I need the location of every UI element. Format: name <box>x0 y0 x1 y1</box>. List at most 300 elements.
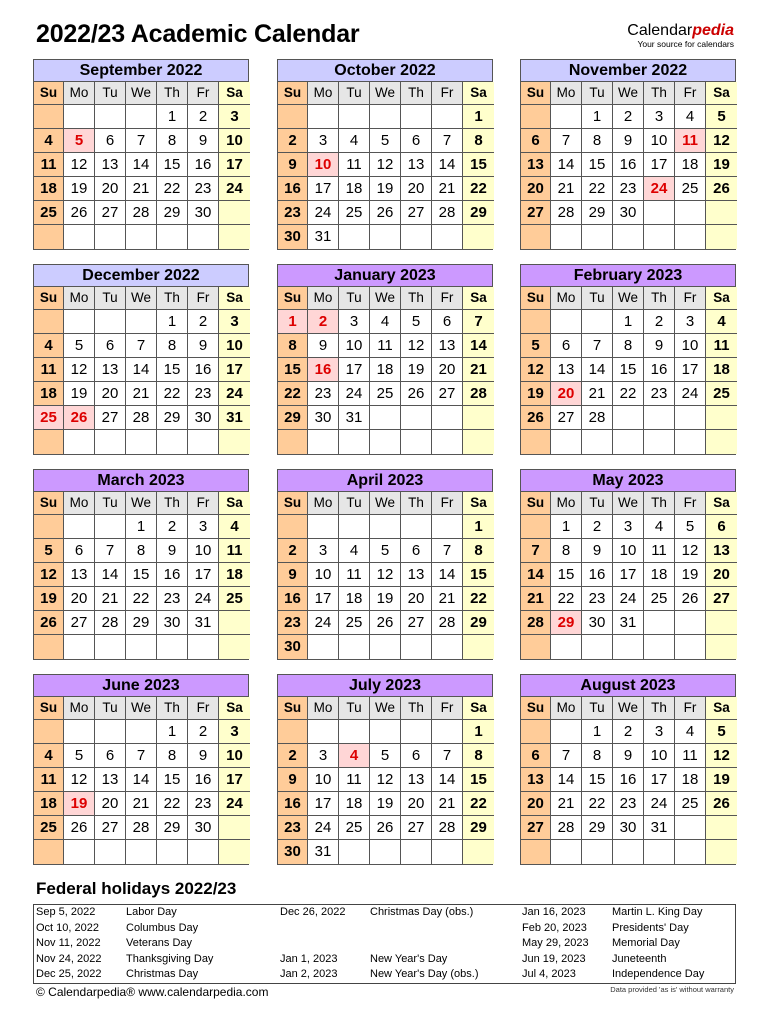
day-cell[interactable]: 1 <box>613 310 644 334</box>
day-cell[interactable]: 6 <box>95 129 126 153</box>
day-cell[interactable]: 31 <box>308 840 339 864</box>
day-cell[interactable]: 2 <box>278 744 308 768</box>
day-cell[interactable]: 21 <box>463 358 494 382</box>
day-cell[interactable]: 30 <box>188 201 219 225</box>
day-cell[interactable]: 11 <box>706 334 737 358</box>
day-cell[interactable]: 4 <box>34 334 64 358</box>
day-cell[interactable]: 9 <box>308 334 339 358</box>
day-cell[interactable]: 16 <box>188 768 219 792</box>
holiday-day-cell[interactable]: 11 <box>675 129 706 153</box>
day-cell[interactable]: 11 <box>644 539 675 563</box>
day-cell[interactable]: 23 <box>278 816 308 840</box>
day-cell[interactable]: 19 <box>370 177 401 201</box>
day-cell[interactable]: 12 <box>370 563 401 587</box>
day-cell[interactable]: 9 <box>157 539 188 563</box>
day-cell[interactable]: 27 <box>521 201 551 225</box>
day-cell[interactable]: 27 <box>706 587 737 611</box>
day-cell[interactable]: 10 <box>308 768 339 792</box>
day-cell[interactable]: 8 <box>463 539 494 563</box>
day-cell[interactable]: 15 <box>551 563 582 587</box>
brand-logo[interactable] <box>627 23 734 49</box>
day-cell[interactable]: 20 <box>401 177 432 201</box>
day-cell[interactable]: 8 <box>157 129 188 153</box>
day-cell[interactable]: 11 <box>34 768 64 792</box>
day-cell[interactable]: 31 <box>188 611 219 635</box>
day-cell[interactable]: 28 <box>95 611 126 635</box>
day-cell[interactable]: 22 <box>463 792 494 816</box>
day-cell[interactable]: 14 <box>582 358 613 382</box>
day-cell[interactable]: 29 <box>463 611 494 635</box>
day-cell[interactable]: 22 <box>582 177 613 201</box>
day-cell[interactable]: 8 <box>278 334 308 358</box>
day-cell[interactable]: 4 <box>219 515 250 539</box>
day-cell[interactable]: 5 <box>675 515 706 539</box>
day-cell[interactable]: 9 <box>188 334 219 358</box>
day-cell[interactable]: 20 <box>95 177 126 201</box>
day-cell[interactable]: 27 <box>432 382 463 406</box>
day-cell[interactable]: 4 <box>339 539 370 563</box>
day-cell[interactable]: 15 <box>613 358 644 382</box>
day-cell[interactable]: 2 <box>644 310 675 334</box>
day-cell[interactable]: 20 <box>706 563 737 587</box>
day-cell[interactable]: 15 <box>463 768 494 792</box>
day-cell[interactable]: 3 <box>644 105 675 129</box>
day-cell[interactable]: 26 <box>706 792 737 816</box>
day-cell[interactable]: 1 <box>582 720 613 744</box>
day-cell[interactable]: 25 <box>34 816 64 840</box>
day-cell[interactable]: 5 <box>401 310 432 334</box>
day-cell[interactable]: 21 <box>432 792 463 816</box>
day-cell[interactable]: 27 <box>401 816 432 840</box>
day-cell[interactable]: 1 <box>463 105 494 129</box>
day-cell[interactable]: 28 <box>126 406 157 430</box>
day-cell[interactable]: 29 <box>582 201 613 225</box>
holiday-day-cell[interactable]: 1 <box>278 310 308 334</box>
day-cell[interactable]: 2 <box>188 105 219 129</box>
day-cell[interactable]: 21 <box>582 382 613 406</box>
day-cell[interactable]: 16 <box>188 153 219 177</box>
day-cell[interactable]: 15 <box>463 563 494 587</box>
day-cell[interactable]: 20 <box>401 792 432 816</box>
day-cell[interactable]: 14 <box>126 358 157 382</box>
day-cell[interactable]: 6 <box>551 334 582 358</box>
day-cell[interactable]: 18 <box>34 177 64 201</box>
day-cell[interactable]: 21 <box>95 587 126 611</box>
day-cell[interactable]: 13 <box>401 768 432 792</box>
day-cell[interactable]: 8 <box>463 129 494 153</box>
day-cell[interactable]: 14 <box>432 768 463 792</box>
day-cell[interactable]: 23 <box>613 177 644 201</box>
day-cell[interactable]: 27 <box>521 816 551 840</box>
day-cell[interactable]: 2 <box>613 720 644 744</box>
day-cell[interactable]: 25 <box>339 611 370 635</box>
day-cell[interactable]: 18 <box>339 587 370 611</box>
day-cell[interactable]: 30 <box>188 406 219 430</box>
day-cell[interactable]: 5 <box>34 539 64 563</box>
day-cell[interactable]: 26 <box>706 177 737 201</box>
day-cell[interactable]: 7 <box>126 129 157 153</box>
day-cell[interactable]: 8 <box>613 334 644 358</box>
day-cell[interactable]: 7 <box>551 744 582 768</box>
day-cell[interactable]: 19 <box>64 382 95 406</box>
day-cell[interactable]: 6 <box>521 744 551 768</box>
day-cell[interactable]: 14 <box>521 563 551 587</box>
day-cell[interactable]: 17 <box>219 153 250 177</box>
day-cell[interactable]: 17 <box>219 768 250 792</box>
day-cell[interactable]: 10 <box>613 539 644 563</box>
day-cell[interactable]: 18 <box>339 177 370 201</box>
day-cell[interactable]: 14 <box>551 153 582 177</box>
day-cell[interactable]: 13 <box>95 153 126 177</box>
day-cell[interactable]: 18 <box>644 563 675 587</box>
day-cell[interactable]: 5 <box>706 105 737 129</box>
day-cell[interactable]: 1 <box>157 105 188 129</box>
day-cell[interactable]: 20 <box>401 587 432 611</box>
day-cell[interactable]: 2 <box>188 720 219 744</box>
day-cell[interactable]: 23 <box>188 382 219 406</box>
day-cell[interactable]: 7 <box>432 129 463 153</box>
day-cell[interactable]: 26 <box>370 611 401 635</box>
day-cell[interactable]: 13 <box>432 334 463 358</box>
day-cell[interactable]: 5 <box>706 720 737 744</box>
day-cell[interactable]: 31 <box>613 611 644 635</box>
day-cell[interactable]: 3 <box>339 310 370 334</box>
day-cell[interactable]: 26 <box>401 382 432 406</box>
holiday-day-cell[interactable]: 4 <box>339 744 370 768</box>
day-cell[interactable]: 3 <box>188 515 219 539</box>
day-cell[interactable]: 15 <box>157 768 188 792</box>
day-cell[interactable]: 22 <box>463 587 494 611</box>
holiday-day-cell[interactable]: 25 <box>34 406 64 430</box>
day-cell[interactable]: 24 <box>675 382 706 406</box>
day-cell[interactable]: 16 <box>582 563 613 587</box>
day-cell[interactable]: 24 <box>188 587 219 611</box>
day-cell[interactable]: 2 <box>157 515 188 539</box>
day-cell[interactable]: 25 <box>34 201 64 225</box>
day-cell[interactable]: 9 <box>278 768 308 792</box>
day-cell[interactable]: 7 <box>95 539 126 563</box>
day-cell[interactable]: 30 <box>613 816 644 840</box>
day-cell[interactable]: 30 <box>278 635 308 659</box>
day-cell[interactable]: 18 <box>34 382 64 406</box>
day-cell[interactable]: 28 <box>521 611 551 635</box>
day-cell[interactable]: 26 <box>34 611 64 635</box>
day-cell[interactable]: 23 <box>157 587 188 611</box>
day-cell[interactable]: 18 <box>675 153 706 177</box>
day-cell[interactable]: 6 <box>95 334 126 358</box>
day-cell[interactable]: 15 <box>582 153 613 177</box>
day-cell[interactable]: 1 <box>126 515 157 539</box>
day-cell[interactable]: 10 <box>219 129 250 153</box>
day-cell[interactable]: 16 <box>278 587 308 611</box>
day-cell[interactable]: 21 <box>521 587 551 611</box>
day-cell[interactable]: 28 <box>582 406 613 430</box>
day-cell[interactable]: 7 <box>126 334 157 358</box>
day-cell[interactable]: 15 <box>157 153 188 177</box>
day-cell[interactable]: 13 <box>95 768 126 792</box>
day-cell[interactable]: 11 <box>339 563 370 587</box>
day-cell[interactable]: 30 <box>613 201 644 225</box>
day-cell[interactable]: 6 <box>401 744 432 768</box>
day-cell[interactable]: 7 <box>582 334 613 358</box>
day-cell[interactable]: 13 <box>521 768 551 792</box>
day-cell[interactable]: 17 <box>339 358 370 382</box>
day-cell[interactable]: 21 <box>126 177 157 201</box>
day-cell[interactable]: 5 <box>64 744 95 768</box>
day-cell[interactable]: 2 <box>278 129 308 153</box>
day-cell[interactable]: 14 <box>95 563 126 587</box>
day-cell[interactable]: 23 <box>278 201 308 225</box>
day-cell[interactable]: 9 <box>644 334 675 358</box>
day-cell[interactable]: 20 <box>521 792 551 816</box>
day-cell[interactable]: 29 <box>463 201 494 225</box>
day-cell[interactable]: 12 <box>64 358 95 382</box>
day-cell[interactable]: 26 <box>521 406 551 430</box>
day-cell[interactable]: 9 <box>278 153 308 177</box>
day-cell[interactable]: 2 <box>188 310 219 334</box>
day-cell[interactable]: 13 <box>64 563 95 587</box>
day-cell[interactable]: 10 <box>644 129 675 153</box>
day-cell[interactable]: 3 <box>219 720 250 744</box>
day-cell[interactable]: 22 <box>613 382 644 406</box>
day-cell[interactable]: 21 <box>551 792 582 816</box>
day-cell[interactable]: 21 <box>126 792 157 816</box>
day-cell[interactable]: 4 <box>675 105 706 129</box>
day-cell[interactable]: 12 <box>706 744 737 768</box>
day-cell[interactable]: 12 <box>64 768 95 792</box>
day-cell[interactable]: 4 <box>34 744 64 768</box>
day-cell[interactable]: 24 <box>308 201 339 225</box>
day-cell[interactable]: 3 <box>675 310 706 334</box>
day-cell[interactable]: 19 <box>706 153 737 177</box>
day-cell[interactable]: 1 <box>463 515 494 539</box>
day-cell[interactable]: 16 <box>157 563 188 587</box>
day-cell[interactable]: 27 <box>401 611 432 635</box>
day-cell[interactable]: 30 <box>278 840 308 864</box>
day-cell[interactable]: 3 <box>219 310 250 334</box>
day-cell[interactable]: 7 <box>432 539 463 563</box>
day-cell[interactable]: 17 <box>613 563 644 587</box>
day-cell[interactable]: 3 <box>308 744 339 768</box>
day-cell[interactable]: 8 <box>582 744 613 768</box>
day-cell[interactable]: 19 <box>34 587 64 611</box>
day-cell[interactable]: 4 <box>675 720 706 744</box>
day-cell[interactable]: 2 <box>278 539 308 563</box>
day-cell[interactable]: 25 <box>675 177 706 201</box>
day-cell[interactable]: 29 <box>463 816 494 840</box>
day-cell[interactable]: 27 <box>95 201 126 225</box>
day-cell[interactable]: 2 <box>582 515 613 539</box>
day-cell[interactable]: 19 <box>401 358 432 382</box>
day-cell[interactable]: 22 <box>157 382 188 406</box>
day-cell[interactable]: 25 <box>370 382 401 406</box>
day-cell[interactable]: 14 <box>126 153 157 177</box>
day-cell[interactable]: 20 <box>95 382 126 406</box>
day-cell[interactable]: 28 <box>551 816 582 840</box>
day-cell[interactable]: 12 <box>370 153 401 177</box>
holiday-day-cell[interactable]: 29 <box>551 611 582 635</box>
day-cell[interactable]: 10 <box>675 334 706 358</box>
day-cell[interactable]: 21 <box>551 177 582 201</box>
day-cell[interactable]: 12 <box>34 563 64 587</box>
day-cell[interactable]: 28 <box>551 201 582 225</box>
day-cell[interactable]: 1 <box>551 515 582 539</box>
holiday-day-cell[interactable]: 16 <box>308 358 339 382</box>
day-cell[interactable]: 26 <box>675 587 706 611</box>
day-cell[interactable]: 17 <box>308 587 339 611</box>
day-cell[interactable]: 4 <box>706 310 737 334</box>
day-cell[interactable]: 16 <box>613 153 644 177</box>
day-cell[interactable]: 5 <box>370 539 401 563</box>
day-cell[interactable]: 28 <box>126 816 157 840</box>
day-cell[interactable]: 28 <box>432 816 463 840</box>
day-cell[interactable]: 3 <box>613 515 644 539</box>
day-cell[interactable]: 1 <box>463 720 494 744</box>
day-cell[interactable]: 11 <box>339 768 370 792</box>
day-cell[interactable]: 31 <box>308 225 339 249</box>
day-cell[interactable]: 8 <box>157 744 188 768</box>
day-cell[interactable]: 24 <box>339 382 370 406</box>
day-cell[interactable]: 29 <box>582 816 613 840</box>
day-cell[interactable]: 5 <box>370 744 401 768</box>
day-cell[interactable]: 24 <box>219 177 250 201</box>
day-cell[interactable]: 18 <box>370 358 401 382</box>
day-cell[interactable]: 15 <box>278 358 308 382</box>
holiday-day-cell[interactable]: 19 <box>64 792 95 816</box>
day-cell[interactable]: 21 <box>432 587 463 611</box>
day-cell[interactable]: 10 <box>219 334 250 358</box>
day-cell[interactable]: 1 <box>582 105 613 129</box>
day-cell[interactable]: 29 <box>126 611 157 635</box>
day-cell[interactable]: 17 <box>644 768 675 792</box>
day-cell[interactable]: 11 <box>34 358 64 382</box>
day-cell[interactable]: 18 <box>675 768 706 792</box>
day-cell[interactable]: 17 <box>219 358 250 382</box>
day-cell[interactable]: 18 <box>34 792 64 816</box>
day-cell[interactable]: 28 <box>126 201 157 225</box>
holiday-day-cell[interactable]: 10 <box>308 153 339 177</box>
day-cell[interactable]: 3 <box>308 539 339 563</box>
day-cell[interactable]: 27 <box>64 611 95 635</box>
day-cell[interactable]: 4 <box>34 129 64 153</box>
day-cell[interactable]: 22 <box>551 587 582 611</box>
day-cell[interactable]: 12 <box>370 768 401 792</box>
day-cell[interactable]: 26 <box>64 816 95 840</box>
day-cell[interactable]: 27 <box>95 406 126 430</box>
day-cell[interactable]: 6 <box>401 539 432 563</box>
day-cell[interactable]: 18 <box>706 358 737 382</box>
day-cell[interactable]: 10 <box>219 744 250 768</box>
day-cell[interactable]: 10 <box>188 539 219 563</box>
day-cell[interactable]: 9 <box>188 744 219 768</box>
day-cell[interactable]: 22 <box>157 792 188 816</box>
day-cell[interactable]: 14 <box>551 768 582 792</box>
day-cell[interactable]: 17 <box>644 153 675 177</box>
day-cell[interactable]: 29 <box>278 406 308 430</box>
day-cell[interactable]: 11 <box>34 153 64 177</box>
day-cell[interactable]: 23 <box>582 587 613 611</box>
day-cell[interactable]: 22 <box>463 177 494 201</box>
day-cell[interactable]: 26 <box>370 201 401 225</box>
day-cell[interactable]: 5 <box>370 129 401 153</box>
day-cell[interactable]: 25 <box>706 382 737 406</box>
day-cell[interactable]: 28 <box>463 382 494 406</box>
day-cell[interactable]: 9 <box>613 129 644 153</box>
day-cell[interactable]: 3 <box>644 720 675 744</box>
day-cell[interactable]: 25 <box>675 792 706 816</box>
day-cell[interactable]: 11 <box>370 334 401 358</box>
day-cell[interactable]: 6 <box>95 744 126 768</box>
day-cell[interactable]: 6 <box>64 539 95 563</box>
day-cell[interactable]: 19 <box>706 768 737 792</box>
day-cell[interactable]: 23 <box>644 382 675 406</box>
day-cell[interactable]: 12 <box>706 129 737 153</box>
holiday-day-cell[interactable]: 20 <box>551 382 582 406</box>
day-cell[interactable]: 13 <box>401 153 432 177</box>
holiday-day-cell[interactable]: 5 <box>64 129 95 153</box>
day-cell[interactable]: 19 <box>64 177 95 201</box>
day-cell[interactable]: 7 <box>126 744 157 768</box>
day-cell[interactable]: 29 <box>157 816 188 840</box>
day-cell[interactable]: 15 <box>126 563 157 587</box>
day-cell[interactable]: 7 <box>551 129 582 153</box>
day-cell[interactable]: 10 <box>339 334 370 358</box>
day-cell[interactable]: 13 <box>551 358 582 382</box>
day-cell[interactable]: 22 <box>157 177 188 201</box>
day-cell[interactable]: 3 <box>308 129 339 153</box>
day-cell[interactable]: 8 <box>126 539 157 563</box>
day-cell[interactable]: 24 <box>644 792 675 816</box>
day-cell[interactable]: 25 <box>644 587 675 611</box>
day-cell[interactable]: 27 <box>95 816 126 840</box>
day-cell[interactable]: 23 <box>613 792 644 816</box>
day-cell[interactable]: 17 <box>675 358 706 382</box>
day-cell[interactable]: 14 <box>463 334 494 358</box>
day-cell[interactable]: 24 <box>308 816 339 840</box>
day-cell[interactable]: 31 <box>219 406 250 430</box>
day-cell[interactable]: 20 <box>95 792 126 816</box>
day-cell[interactable]: 15 <box>463 153 494 177</box>
day-cell[interactable]: 16 <box>644 358 675 382</box>
day-cell[interactable]: 2 <box>613 105 644 129</box>
day-cell[interactable]: 18 <box>219 563 250 587</box>
day-cell[interactable]: 7 <box>432 744 463 768</box>
day-cell[interactable]: 13 <box>95 358 126 382</box>
day-cell[interactable]: 7 <box>463 310 494 334</box>
day-cell[interactable]: 9 <box>613 744 644 768</box>
day-cell[interactable]: 1 <box>157 310 188 334</box>
day-cell[interactable]: 25 <box>339 201 370 225</box>
day-cell[interactable]: 15 <box>157 358 188 382</box>
day-cell[interactable]: 23 <box>188 792 219 816</box>
day-cell[interactable]: 20 <box>521 177 551 201</box>
day-cell[interactable]: 29 <box>157 201 188 225</box>
day-cell[interactable]: 12 <box>64 153 95 177</box>
day-cell[interactable]: 21 <box>126 382 157 406</box>
day-cell[interactable]: 31 <box>339 406 370 430</box>
day-cell[interactable]: 23 <box>188 177 219 201</box>
day-cell[interactable]: 9 <box>188 129 219 153</box>
day-cell[interactable]: 24 <box>219 382 250 406</box>
day-cell[interactable]: 12 <box>521 358 551 382</box>
holiday-day-cell[interactable]: 2 <box>308 310 339 334</box>
day-cell[interactable]: 9 <box>278 563 308 587</box>
day-cell[interactable]: 1 <box>157 720 188 744</box>
day-cell[interactable]: 8 <box>551 539 582 563</box>
day-cell[interactable]: 10 <box>308 563 339 587</box>
day-cell[interactable]: 26 <box>64 201 95 225</box>
day-cell[interactable]: 24 <box>308 611 339 635</box>
